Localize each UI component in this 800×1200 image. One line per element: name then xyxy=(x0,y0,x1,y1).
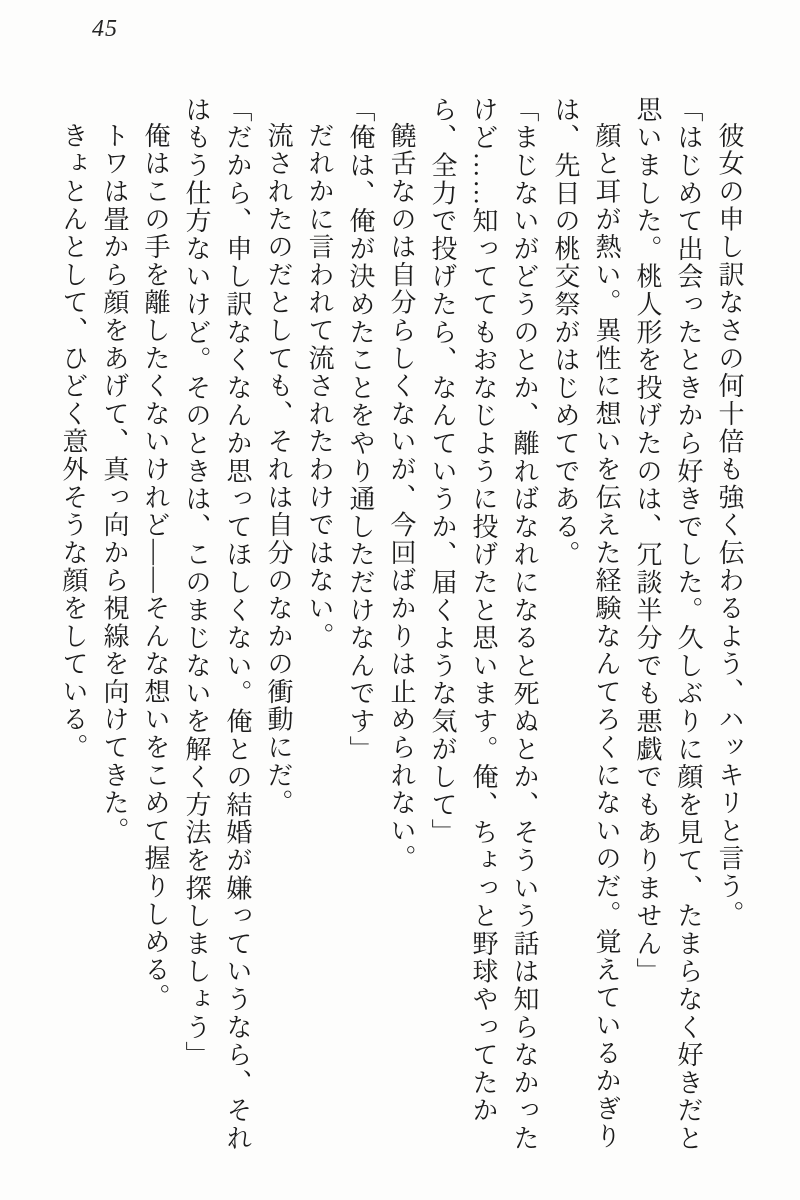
paragraph: だれかに言われて流されたわけではない。 xyxy=(305,122,334,651)
paragraph: 「はじめて出会ったときから好きでした。久しぶりに顔を見て、たまらなく好きだと思いました。桃人形を投げたのは、冗談半分でも悪戯でもありません」 xyxy=(633,96,703,1153)
paragraph: 彼女の申し訳なさの何十倍も強く伝わるよう、ハッキリと言う。 xyxy=(715,122,744,929)
page-number: 45 xyxy=(92,16,118,42)
paragraph: 流されたのだとしても、それは自分のなかの衝動にだ。 xyxy=(264,122,293,817)
paragraph: きょとんとして、ひどく意外そうな顔をしている。 xyxy=(59,122,88,762)
paragraph: 「だから、申し訳なくなんか思ってほしくない。俺との結婚が嫌っていうなら、それはもう仕方ないけど。そのときは、このまじないを解く方法を探しましょう」 xyxy=(182,96,252,1153)
paragraph: 「俺は、俺が決めたことをやり通しただけなんです」 xyxy=(346,96,375,764)
paragraph: 顔と耳が熱い。異性に想いを伝えた経験なんてろくにないのだ。覚えているかぎりは、先日の桃交祭がはじめてである。 xyxy=(551,96,621,1151)
paragraph: 饒舌なのは自分らしくないが、今回ばかりは止められない。 xyxy=(387,122,416,873)
paragraph: 「まじないがどうのとか、離ればなれになると死ぬとか、そういう話は知らなかったけど……知っててもおなじように投げたと思います。俺、ちょっと野球やってたから、全力で投げたら、なんていうか、届くような気がして」 xyxy=(428,96,539,1153)
text-block xyxy=(53,96,750,1158)
paragraph: 俺はこの手を離したくないけれど――そんな想いをこめて握りしめる。 xyxy=(141,122,170,1012)
paragraph: トワは畳から顔をあげて、真っ向から視線を向けてきた。 xyxy=(100,122,129,845)
